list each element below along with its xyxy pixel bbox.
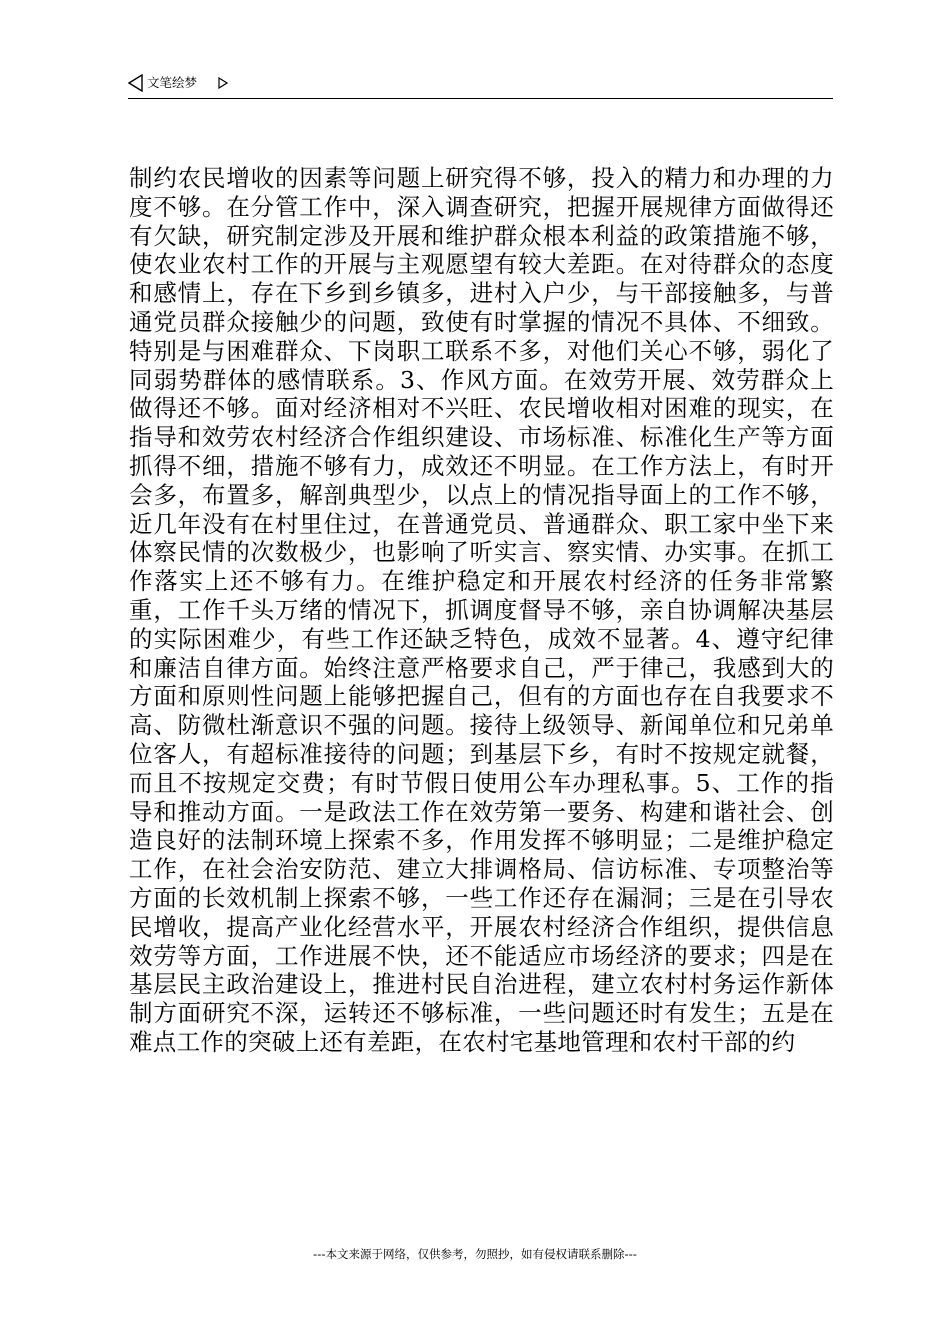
document-body bbox=[129, 164, 834, 1057]
footer-disclaimer: ---本文来源于网络，仅供参考，勿照抄，如有侵权请联系删除--- bbox=[313, 1247, 637, 1261]
page-header bbox=[128, 72, 833, 99]
right-triangle-icon bbox=[218, 74, 228, 86]
header-title: 文笔绘梦 bbox=[147, 75, 198, 90]
left-triangle-icon bbox=[128, 74, 144, 92]
body-paragraph: 制约农民增收的因素等问题上研究得不够，投入的精力和办理的力度不够。在分管工作中，深入调查研究，把握开展规律方面做得还有欠缺，研究制定涉及开展和维护群众根本利益的政策措施不够，使农业农村工作的开展与主观愿望有较大差距。在对待群众的态度和感情上，存在下乡到乡镇多，进村入户少，与干部接触多，与普通党员群众接触少的问题，致使有时掌握的情况不具体、不细致。特别是与困难群众、下岗职工联系不多，对他们关心不够，弱化了同弱势群体的感情联系。3、作风方面。在效劳开展、效劳群众上做得还不够。面对经济相对不兴旺、农民增收相对困难的现实，在指导和效劳农村经济合作组织建设、市场标准、标准化生产等方面抓得不细，措施不够有力，成效还不明显。在工作方法上，有时开会多，布置多，解剖典型少，以点上的情况指导面上的工作不够，近几年没有在村里住过，在普通党员、普通群众、职工家中坐下来体察民情的次数极少，也影响了听实言、察实情、办实事。在抓工作落实上还不够有力。在维护稳定和开展农村经济的任务非常繁重，工作千头万绪的情况下，抓调度督导不够，亲自协调解决基层的实际困难少，有些工作还缺乏特色，成效不显著。4、遵守纪律和廉洁自律方面。始终注意严格要求自己，严于律己，我感到大的方面和原则性问题上能够把握自己，但有的方面也存在自我要求不高、防微杜渐意识不强的问题。接待上级领导、新闻单位和兄弟单位客人，有超标准接待的问题；到基层下乡，有时不按规定就餐，而且不按规定交费；有时节假日使用公车办理私事。5、工作的指导和推动方面。一是政法工作在效劳第一要务、构建和谐社会、创造良好的法制环境上探索不多，作用发挥不够明显；二是维护稳定工作，在社会治安防范、建立大排调格局、信访标准、专项整治等方面的长效机制上探索不够，一些工作还存在漏洞；三是在引导农民增收，提高产业化经营水平，开展农村经济合作组织，提供信息效劳等方面，工作进展不快，还不能适应市场经济的要求；四是在基层民主政治建设上，推进村民自治进程，建立农村村务运作新体制方面研究不深，运转还不够标准，一些问题还时有发生；五是在难点工作的突破上还有差距，在农村宅基地管理和农村干部的约 bbox=[129, 164, 834, 1056]
